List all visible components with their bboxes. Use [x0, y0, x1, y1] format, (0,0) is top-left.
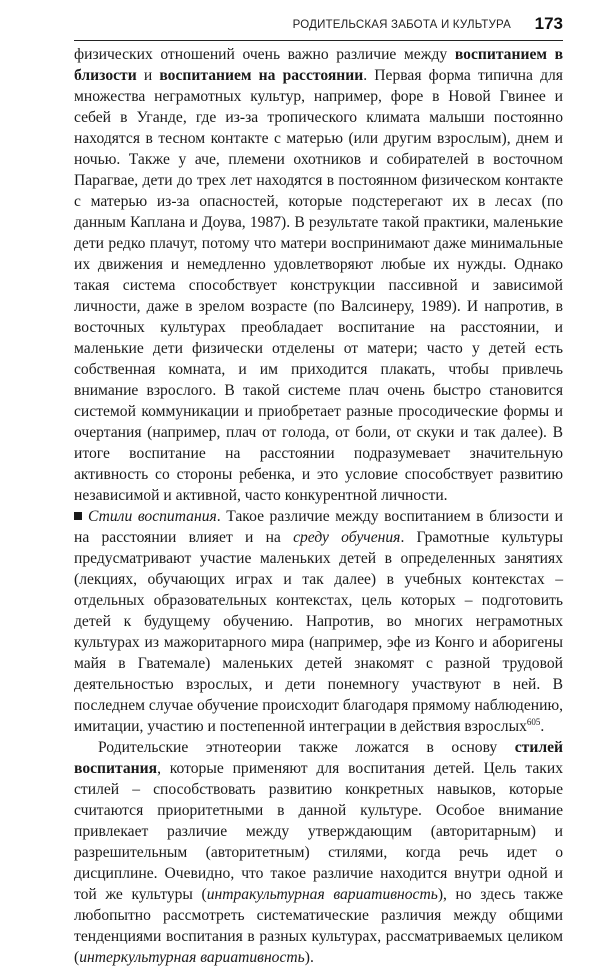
body-text — [74, 44, 563, 968]
paragraph-proximity-distance: физических отношений очень важно различие между воспитанием в близости и воспитанием на расстоянии. Первая форма типична для множества неграмотных культур, например, форе в Новой Гвинее и себей в Уганде, где из-за тропического климата малыши постоянно находятся в тесном контакте с матерью (или другим взрослым), днем и ночью. Также у аче, племени охотников и собирателей в восточном Парагвае, дети до трех лет находятся в постоянном физическом контакте с матерью из-за опасностей, которые подстерегают их в лесах (по данным Каплана и Доува, 1987). В результате такой практики, маленькие дети редко плачут, потому что матери воспринимают даже минимальные их движения и немедленно удовлетворяют любые их нужды. Однако такая система способствует конструкции пассивной и зависимой личности, даже в зрелом возрасте (по Валсинеру, 1989). И напротив, в восточных культурах преобладает воспитание на расстоянии, и маленькие дети физически отделены от матери; часто у детей есть собственная комната, и им приходится плакать, чтобы привлечь внимание взрослого. В такой системе плач очень быстро становится системой коммуникации и приобретает разные просодические формы и очертания (например, плач от голода, от боли, от скуки и так далее). В итоге воспитание на расстоянии подразумевает значительную активность со стороны ребенка, и это условие способствует развитию независимой и активной, часто конкурентной личности. — [74, 46, 564, 504]
term-distal-parenting: воспитанием на расстоянии — [159, 67, 364, 84]
footnote-marker: 605 — [526, 717, 541, 727]
running-title: РОДИТЕЛЬСКАЯ ЗАБОТА И КУЛЬТУРА — [292, 19, 511, 31]
running-header — [74, 14, 563, 41]
paragraph-learning-environment: Стили воспитания. Такое различие между воспитанием в близости и на расстоянии влияет и на среду обучения. Грамотные культуры предусматривают участие маленьких детей в определенных занятиях (лекциях, обучающих играх и так далее) в учебных контекстах – отдельных образовательных контекстах, цель которых – подготовить детей к будущему обучению. Напротив, во многих неграмотных культурах из мажоритарного мира (например, эфе из Конго и аборигены майя в Гватемале) маленьких детей знакомят с разной трудовой деятельностью взрослых, и дети понемногу участвуют в ней. В последнем случае обучение происходит благодаря прямому наблюдению, имитации, участию и постепенной интеграции в действия взрослых$^{605}$. — [74, 508, 563, 735]
term-parenting-styles: стилей воспитания — [74, 739, 563, 777]
term-intercultural-variability: интеркультурная вариативность — [79, 949, 305, 966]
term-intracultural-variability: интракультурная вариативность — [206, 886, 438, 903]
page-number: 173 — [534, 14, 563, 33]
paragraph-parenting-styles: Родительские этнотеории также ложатся в основу стилей воспитания, которые применяют для воспитания детей. Цель таких стилей – способствовать развитию конкретных навыков, которые считаются приоритетными в данной культуре. Особое внимание привлекает различие между утверждающим (авторитарным) и разрешительным (авторитетным) стилями, когда речь идет о дисциплине. Очевидно, что такое различие находится внутри одной и той же культуры (интракультурная вариативность), но здесь также любопытно рассмотреть систематические различия между общими тенденциями воспитания в разных культурах, рассматриваемых целиком (интеркультурная вариативность). — [74, 739, 564, 966]
term-proximal-parenting: воспитанием в близости — [74, 46, 564, 84]
square-bullet-icon — [74, 512, 82, 520]
term-learning-environment: среду обучения — [293, 529, 401, 546]
subheading-parenting-styles: Стили воспитания — [88, 508, 217, 525]
